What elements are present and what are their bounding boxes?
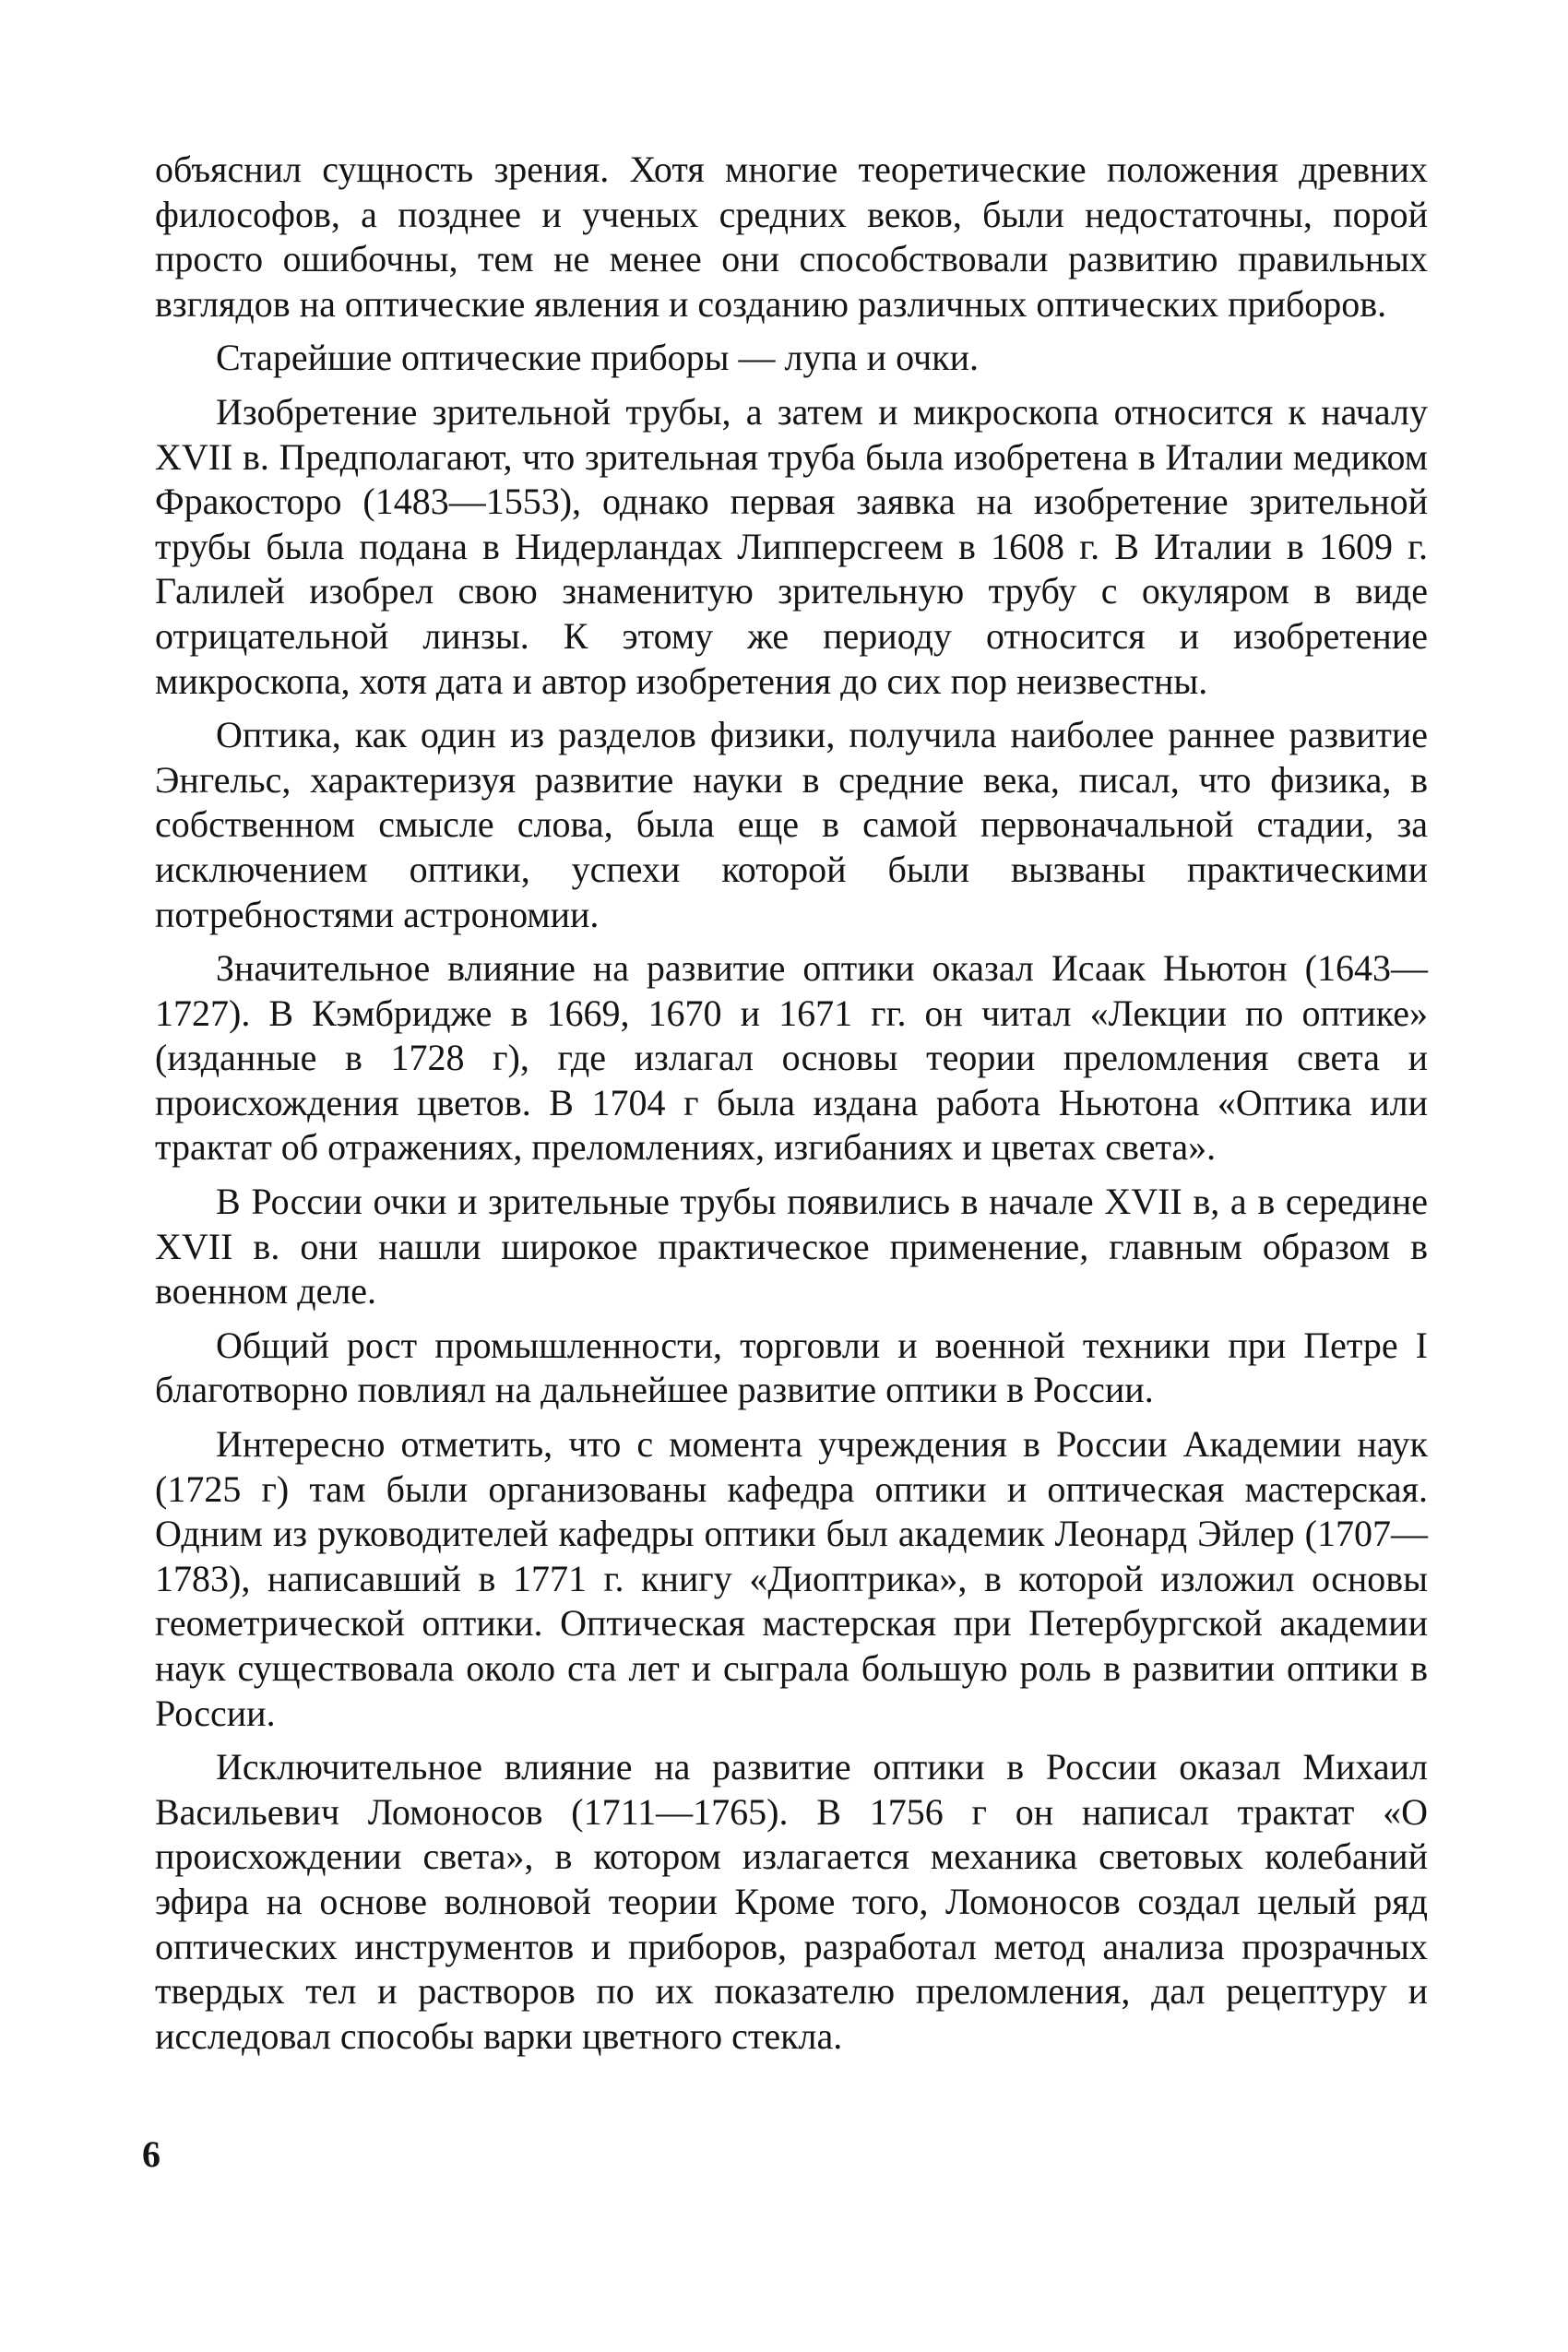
paragraph-vision-theories: объяснил сущность зрения. Хотя многие теоретические положения древних философов, а позднее и ученых средних веков, были недостаточны, порой просто ошибочны, тем не менее они способствовали развитию правильных взглядов на оптические явления и созданию различных оптических приборов. — [155, 148, 1428, 325]
paragraph-telescope-invention: Изобретение зрительной трубы, а затем и микроскопа относится к началу XVII в. Предполагают, что зрительная труба была изобретена в Италии медиком Фракосторо (1483—1553), однако первая заявка на изобретение зрительной трубы была подана в Нидерландах Липперсгеем в 1608 г. В Италии в 1609 г. Галилей изобрел свою знаменитую зрительную трубу с окуляром в виде отрицательной линзы. К этому же периоду относится и изобретение микроскопа, хотя дата и автор изобретения до сих пор неизвестны. — [155, 390, 1428, 702]
body-text — [155, 148, 1428, 2068]
paragraph-russia-spectacles: В России очки и зрительные трубы появились в начале XVII в, а в середине XVII в. они нашли широкое практическое применение, главным образом в военном деле. — [155, 1181, 1428, 1313]
paragraph-lomonosov: Исключительное влияние на развитие оптики в России оказал Михаил Васильевич Ломоносов (1711—1765). В 1756 г он написал трактат «О происхождении света», в котором излагается механика световых колебаний эфира на основе волновой теории Кроме того, Ломоносов создал целый ряд оптических инструментов и приборов, разработал метод анализа прозрачных твердых тел и растворов по их показателю преломления, дал рецептуру и исследовал способы варки цветного стекла. — [155, 1746, 1428, 2057]
paragraph-academy-of-sciences: Интересно отметить, что с момента учреждения в России Академии наук (1725 г) там были организованы кафедра оптики и оптическая мастерская. Одним из руководителей кафедры оптики был академик Леонард Эйлер (1707—1783), написавший в 1771 г. книгу «Диоптрика», в которой изложил основы геометрической оптики. Оптическая мастерская при Петербургской академии наук существовала около ста лет и сыграла большую роль в развитии оптики в России. — [155, 1423, 1428, 1734]
paragraph-newton: Значительное влияние на развитие оптики оказал Исаак Ньютон (1643—1727). В Кэмбридже в 1669, 1670 и 1671 гг. он читал «Лекции по оптике» (изданные в 1728 г), где излагал основы теории преломления света и происхождения цветов. В 1704 г была издана работа Ньютона «Оптика или трактат об отражениях, преломлениях, изгибаниях и цветах света». — [155, 947, 1428, 1169]
paragraph-optics-early-development: Оптика, как один из разделов физики, получила наиболее раннее развитие Энгельс, характеризуя развитие науки в средние века, писал, что физика, в собственном смысле слова, была еще в самой первоначальной стадии, за исключением оптики, успехи которой были вызваны практическими потребностями астрономии. — [155, 714, 1428, 935]
paragraph-oldest-instruments: Старейшие оптические приборы — лупа и очки. — [216, 337, 979, 379]
page-number: 6 — [142, 2133, 160, 2175]
paragraph-peter-the-great: Общий рост промышленности, торговли и военной техники при Петре I благотворно повлиял на дальнейшее развитие оптики в России. — [155, 1324, 1428, 1411]
